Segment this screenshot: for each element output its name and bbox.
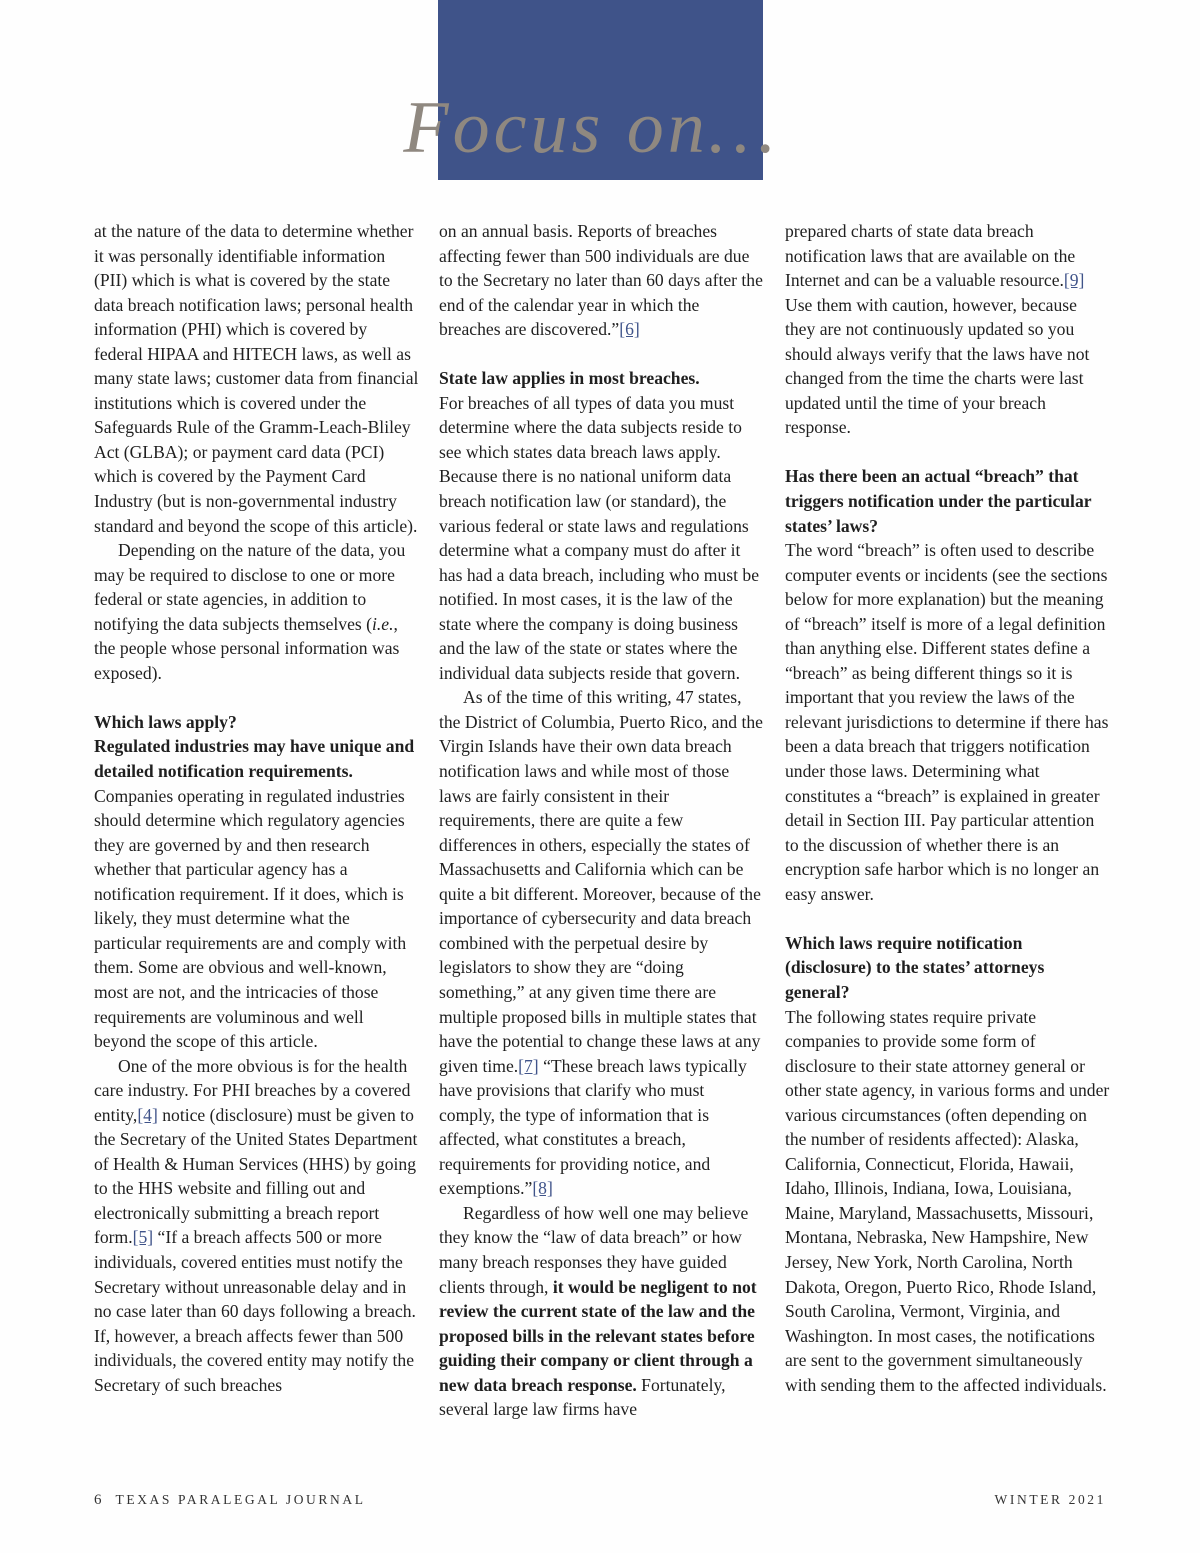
footnote-link-8[interactable]: [8]	[532, 1178, 553, 1199]
col3-paragraph-1: prepared charts of state data breach notification laws that are available on the Internet and can be a valuable resource.[9] Use them with caution, however, because they are not continuously updated so you should always verify that the laws have not changed from the time the charts were last updated until the time of your breach response.	[785, 221, 1090, 438]
col1-heading-1: Which laws apply?	[94, 711, 237, 732]
footnote-link-4[interactable]: [4]	[137, 1104, 158, 1125]
col2-paragraph-3: As of the time of this writing, 47 states, the District of Columbia, Puerto Rico, and the Virgin Islands have their own data breach notification laws and while most of those laws are fairly consistent in their requirements, there are quite a few differences in others, especially the states of Massachusetts and California which can be quite a bit different. Moreover, because of the importance of cybersecurity and data breach combined with the perpetual desire by legislators to show they are “doing something,” at any given time there are multiple proposed bills in multiple states that have the potential to change these laws at any given time.[7] “These breach laws typically have provisions that clarify who must comply, the type of information that is affected, what constitutes a breach, requirements for providing notice, and exemptions.”[8]	[439, 687, 763, 1199]
col2-paragraph-2: For breaches of all types of data you must determine where the data subjects reside to see which states data breach laws apply. Because there is no national uniform data breach notification law (or standard), the various federal or state laws and regulations determine what a company must do after it has had a data breach, including who must be notified. In most cases, it is the law of the state where the company is doing business and the law of the state or states where the individual data subjects reside that govern.	[439, 392, 760, 683]
col1-paragraph-2: Depending on the nature of the data, you may be required to disclose to one or more federal or state agencies, in addition to notifying the data subjects themselves (i.e., the people whose personal information was exposed).	[94, 540, 406, 683]
footnote-link-5[interactable]: [5]	[132, 1227, 154, 1248]
col3-paragraph-2: The word “breach” is often used to describe computer events or incidents (see the sections below for more explanation) but the meaning of “breach” itself is more of a legal definition than anything else. Different states define a “breach” as being different things so it is important that you review the laws of the relevant jurisdictions to determine if there has been a data breach that triggers notification under those laws. Determining what constitutes a “breach” is explained in greater detail in Section III. Pay particular attention to the discussion of whether there is an encryption safe harbor which is no longer an easy answer.	[785, 540, 1109, 904]
page-number: 6	[94, 1492, 102, 1508]
ie-abbreviation: i.e.	[372, 613, 394, 634]
focus-on-text: Focus on…	[403, 87, 779, 169]
publication-name: TEXAS PARALEGAL JOURNAL	[115, 1492, 366, 1507]
col2-heading-1: State law applies in most breaches.	[439, 368, 700, 389]
col1-heading-2: Regulated industries may have unique and detailed notification requirements.	[94, 736, 415, 782]
column-3	[785, 219, 1110, 1397]
column-2	[439, 219, 764, 1422]
col1-paragraph-4: One of the more obvious is for the health care industry. For PHI breaches by a covered entity,[4] notice (disclosure) must be given to the Secretary of the United States Department of Health & Human Services (HHS) by going to the HHS website and filling out and electronically submitting a breach report form.[5] “If a breach affects 500 or more individuals, covered entities must notify the Secretary without unreasonable delay and in no case later than 60 days following a breach. If, however, a breach affects fewer than 500 individuals, the covered entity may notify the Secretary of such breaches	[94, 1055, 418, 1395]
col3-paragraph-3: The following states require private companies to provide some form of disclosure to their state attorney general or other state agency, in various forms and under various circumstances (often depending on the number of residents affected): Alaska, California, Connecticut, Florida, Hawaii, Idaho, Illinois, Indiana, Iowa, Louisiana, Maine, Maryland, Massachusetts, Missouri, Montana, Nebraska, New Hampshire, New Jersey, New York, North Carolina, North Dakota, Oregon, Puerto Rico, Rhode Island, South Carolina, Vermont, Virginia, and Washington. In most cases, the notifications are sent to the government simultaneously with sending them to the affected individuals.	[785, 1006, 1110, 1395]
footnote-link-6[interactable]: [6]	[619, 319, 640, 340]
column-1	[94, 219, 419, 1397]
col2-paragraph-1: on an annual basis. Reports of breaches affecting fewer than 500 individuals are due to the Secretary no later than 60 days after the end of the calendar year in which the breaches are discovered.”[6]	[439, 221, 763, 340]
footnote-link-7[interactable]: [7]	[518, 1055, 539, 1076]
focus-on-title	[386, 62, 796, 192]
col1-paragraph-1: at the nature of the data to determine whether it was personally identifiable information (PII) which is what is covered by the state data breach notification laws; personal health information (PHI) which is covered by federal HIPAA and HITECH laws, as well as many state laws; customer data from financial institutions which is covered under the Safeguards Rule of the Gramm-Leach-Bliley Act (GLBA); or payment card data (PCI) which is covered by the Payment Card Industry (but is non-governmental industry standard and beyond the scope of this article).	[94, 221, 419, 536]
issue-date: WINTER 2021	[994, 1492, 1106, 1507]
col3-heading-1: Has there been an actual “breach” that triggers notification under the particular states’ laws?	[785, 466, 1092, 536]
footer-left	[94, 1492, 366, 1509]
col1-paragraph-3: Companies operating in regulated industries should determine which regulatory agencies they are governed by and then research whether that particular agency has a notification requirement. If it does, which is likely, they must determine what the particular requirements are and comply with them. Some are obvious and well-known, most are not, and the intricacies of those requirements are voluminous and well beyond the scope of this article.	[94, 785, 407, 1052]
footnote-link-9[interactable]: [9]	[1063, 270, 1085, 291]
col2-paragraph-4: Regardless of how well one may believe they know the “law of data breach” or how many breach responses they have guided clients through, it would be negligent to not review the current state of the law and the proposed bills in the relevant states before guiding their company or client through a new data breach response. Fortunately, several large law firms have	[439, 1202, 757, 1420]
col3-heading-2: Which laws require notification (disclosure) to the states’ attorneys general?	[785, 932, 1045, 1002]
col2-bold-emphasis: it would be negligent to not review the current state of the law and the proposed bills in the relevant states before guiding their company or client through a new data breach response.	[439, 1276, 757, 1395]
